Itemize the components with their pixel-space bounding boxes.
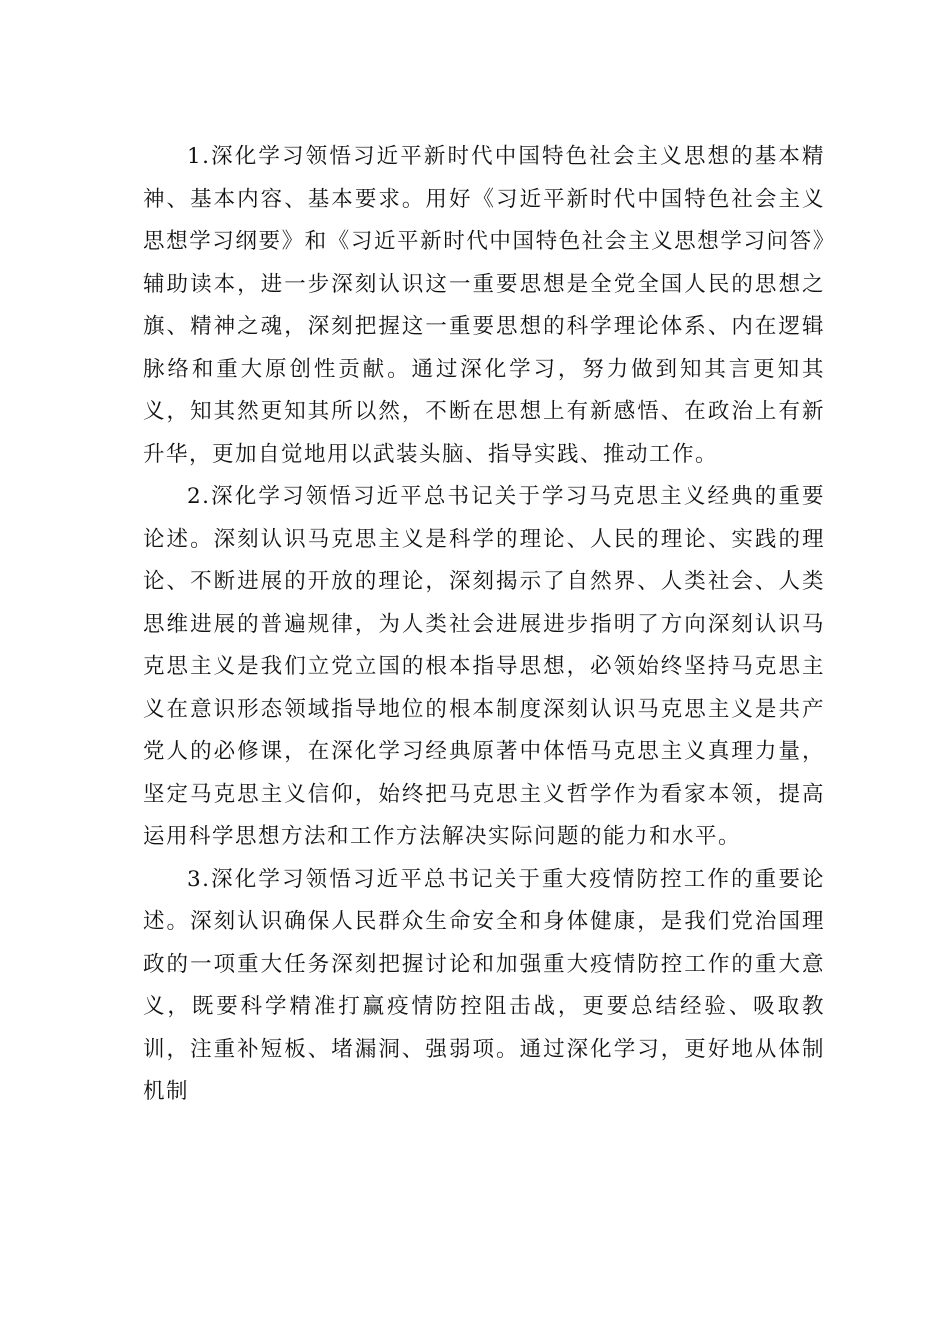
paragraph-2: 2.深化学习领悟习近平总书记关于学习马克思主义经典的重要论述。深刻认识马克思主义是科学的理论、人民的理论、实践的理论、不断进展的开放的理论，深刻揭示了自然界、人类社会、人类思维进展的普遍规律，为人类社会进展进步指明了方向深刻认识马克思主义是我们立党立国的根本指导思想，必领始终坚持马克思主义在意识形态领域指导地位的根本制度深刻认识马克思主义是共产党人的必修课，在深化学习经典原著中体悟马克思主义真理力量，坚定马克思主义信仰，始终把马克思主义哲学作为看家本领，提高运用科学思想方法和工作方法解决实际问题的能力和水平。 xyxy=(143,484,825,849)
document-body xyxy=(143,136,825,1114)
paragraph-3: 3.深化学习领悟习近平总书记关于重大疫情防控工作的重要论述。深刻认识确保人民群众生命安全和身体健康，是我们党治国理政的一项重大任务深刻把握讨论和加强重大疫情防控工作的重大意义，既要科学精准打赢疫情防控阻击战，更要总结经验、吸取教训，注重补短板、堵漏洞、强弱项。通过深化学习，更好地从体制机制 xyxy=(143,866,825,1104)
paragraph-1: 1.深化学习领悟习近平新时代中国特色社会主义思想的基本精神、基本内容、基本要求。用好《习近平新时代中国特色社会主义思想学习纲要》和《习近平新时代中国特色社会主义思想学习问答》辅助读本，进一步深刻认识这一重要思想是全党全国人民的思想之旗、精神之魂，深刻把握这一重要思想的科学理论体系、内在逻辑脉络和重大原创性贡献。通过深化学习，努力做到知其言更知其义，知其然更知其所以然，不断在思想上有新感悟、在政治上有新升华，更加自觉地用以武装头脑、指导实践、推动工作。 xyxy=(143,144,825,467)
